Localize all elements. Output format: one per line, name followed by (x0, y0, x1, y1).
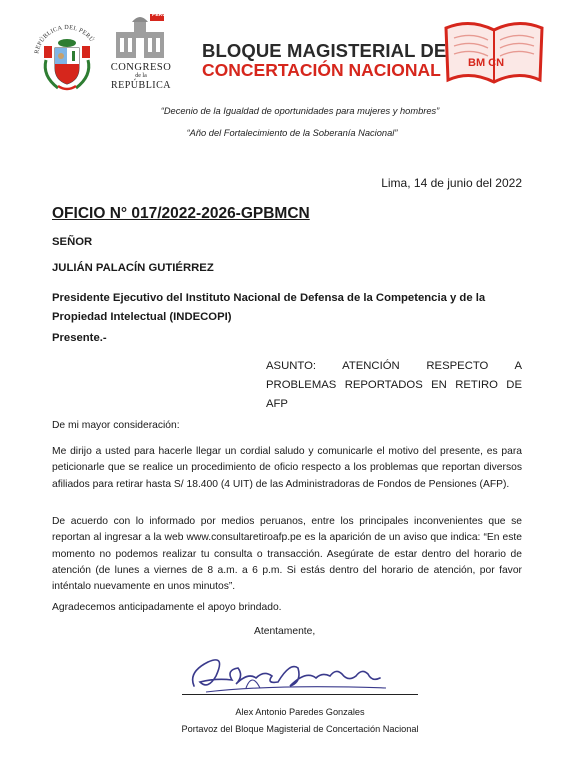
bmcn-book-logo (440, 14, 548, 92)
handwritten-signature (186, 642, 396, 698)
congreso-wordmark (100, 62, 182, 91)
congreso-line1: CONGRESO (110, 62, 172, 73)
body-paragraph-3: Agradecemos anticipadamente el apoyo brindado. (52, 602, 282, 613)
presente: Presente.- (52, 332, 107, 344)
body-paragraph-1: Me dirijo a usted para hacerle llegar un cordial saludo y comunicarle el motivo del presente, es para peticionarle que se realice un procedimiento de oficio respecto a los problemas que reportan diversos afiliados para retirar hasta S/ 18.400 (4 UIT) de las Administradoras de Fondos de Pensiones (AFP). (52, 446, 522, 490)
oficio-reference: OFICIO N° 017/2022-2026-GPBMCN (52, 205, 310, 222)
signer-role: Portavoz del Bloque Magisterial de Concertación Nacional (181, 724, 419, 734)
closing: Atentamente, (254, 626, 316, 637)
body-paragraph-2: De acuerdo con lo informado por medios peruanos, entre los principales inconvenientes que se reportan al ingresar a la web www.consultaretiroafp.pe es la aparición de un aviso que indica: “En este momento no podemos realizar tu consulta o transacción. Asegúrate de estar dentro del horario de atención (de lunes a viernes de 8 a.m. a 6 p.m. Si estás dentro del horario de atención, por favor inténtalo nuevamente en unos minutos”. (52, 516, 522, 593)
recipient-title: Presidente Ejecutivo del Instituto Nacional de Defensa de la Competencia y de la Propiedad Intelectual (INDECOPI) (52, 292, 486, 323)
salutation: SEÑOR (52, 236, 93, 248)
congreso-line2: de la (135, 73, 147, 79)
book-logo-text: BM CN (468, 57, 505, 69)
signature-line (182, 694, 418, 695)
congreso-flag-label: PERÚ (152, 12, 166, 18)
subject-block: ASUNTO: ATENCIÓN RESPECTO A PROBLEMAS REPORTADOS EN RETIRO DE AFP (266, 360, 522, 410)
letter-date: Lima, 14 de junio del 2022 (381, 176, 522, 190)
motto-anio: “Año del Fortalecimiento de la Soberanía Nacional” (186, 128, 398, 138)
peru-coat-of-arms-logo (28, 14, 106, 94)
greeting: De mi mayor consideración: (52, 420, 180, 431)
congreso-line3: REPÚBLICA (110, 80, 172, 91)
signer-name: Alex Antonio Paredes Gonzales (235, 707, 365, 717)
recipient-name: JULIÁN PALACÍN GUTIÉRREZ (52, 262, 214, 274)
motto-decenio: “Decenio de la Igualdad de oportunidades para mujeres y hombres” (160, 106, 440, 116)
bloque-subtitle: CONCERTACIÓN NACIONAL (202, 60, 441, 80)
bloque-title: BLOQUE MAGISTERIAL DE (202, 40, 447, 61)
svg-text:REPÚBLICA DEL PERÚ: REPÚBLICA DEL PERÚ (33, 23, 96, 55)
